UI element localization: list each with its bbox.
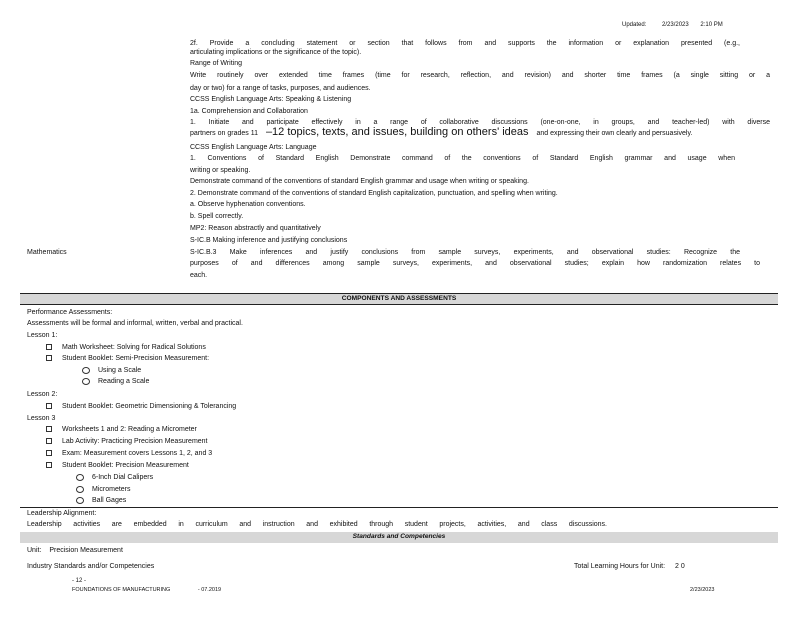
leadership-title: Leadership Alignment: [27, 510, 97, 517]
std-line-19: S-IC.B Making inference and justifying conclusions [190, 237, 348, 244]
item-text: Exam: Measurement covers Lessons 1, 2, and 3 [62, 450, 213, 457]
item-text: Math Worksheet: Solving for Radical Solutions [62, 344, 206, 351]
lesson-3-sub-2 [76, 485, 131, 494]
std-line-15: 2. Demonstrate command of the conventions of standard English capitalization, punctuation, and spelling when writing. [190, 190, 558, 197]
std-line-21: purposes of and differences among sample surveys, experiments, and observational studies; explain how randomization relates to [190, 260, 760, 267]
std-line-8b: –12 topics, texts, and issues, building on others' ideas [265, 126, 529, 138]
subject-label: Mathematics [27, 249, 67, 256]
updated-label: Updated: [622, 22, 647, 28]
square-bullet-icon [46, 344, 52, 350]
std-line-0: 2f. Provide a concluding statement or section that follows from and supports the information or explanation presented (e.g., [190, 40, 740, 47]
std-line-18: MP2: Reason abstractly and quantitatively [190, 225, 321, 232]
square-bullet-icon [46, 450, 52, 456]
circle-bullet-icon [82, 378, 90, 385]
lesson-3-item-1 [46, 425, 197, 434]
std-line-13: writing or speaking. [190, 167, 251, 174]
std-line-14: Demonstrate command of the conventions of standard English grammar and usage when writing or speaking. [190, 178, 529, 185]
sub-text: 6-Inch Dial Calipers [92, 474, 154, 481]
total-hours-label: Total Learning Hours for Unit: [574, 563, 666, 570]
lesson-3-item-3 [46, 449, 212, 458]
footer-date: 2/23/2023 [690, 587, 715, 593]
unit-label: Unit: [27, 547, 42, 554]
std-line-11: CCSS English Language Arts: Language [190, 144, 317, 151]
square-bullet-icon [46, 403, 52, 409]
square-bullet-icon [46, 462, 52, 468]
lesson-2-label: Lesson 2: [27, 391, 58, 398]
performance-intro: Assessments will be formal and informal, written, verbal and practical. [27, 320, 243, 327]
std-line-7: 1. Initiate and participate effectively in a range of collaborative discussions (one-on-one, in groups, and teacher-led) with diverse [190, 119, 770, 126]
item-text: Worksheets 1 and 2: Reading a Micrometer [62, 426, 197, 433]
std-line-12: 1. Conventions of Standard English Demonstrate command of the conventions of Standard English grammar and usage when [190, 155, 735, 162]
lesson-1-item-2 [46, 354, 209, 363]
leadership-text: Leadership activities are embedded in curriculum and instruction and exhibited through student projects, activities, and class discussions. [27, 521, 607, 528]
lesson-3-item-4 [46, 461, 189, 470]
item-text: Student Booklet: Precision Measurement [62, 462, 189, 469]
std-line-4: day or two) for a range of tasks, purposes, and audiences. [190, 85, 371, 92]
total-hours-value: 20 [675, 563, 687, 570]
sub-text: Micrometers [92, 486, 131, 493]
std-line-8c: and expressing their own clearly and persuasively. [536, 130, 693, 137]
std-line-17: b. Spell correctly. [190, 213, 244, 220]
circle-bullet-icon [76, 474, 84, 481]
sub-text: Using a Scale [98, 367, 142, 374]
lesson-1-sub-1 [82, 366, 141, 375]
sub-text: Ball Gages [92, 497, 127, 504]
square-bullet-icon [46, 426, 52, 432]
lesson-2-item-1 [46, 402, 236, 411]
item-text: Student Booklet: Semi-Precision Measurement: [62, 355, 210, 362]
unit-row [27, 546, 123, 555]
unit-value: Precision Measurement [49, 547, 123, 554]
std-line-3: Write routinely over extended time frames (time for research, reflection, and revision) and shorter time frames (a single sitting or a [190, 72, 770, 79]
footer-doc [72, 586, 221, 595]
updated-stamp [622, 21, 723, 30]
leadership-divider [20, 507, 778, 508]
lesson-3-sub-3 [76, 496, 126, 505]
lesson-3-item-2 [46, 437, 208, 446]
lesson-1-sub-2 [82, 377, 149, 386]
std-line-2: Range of Writing [190, 60, 243, 67]
standards-heading-bar [20, 532, 778, 543]
std-line-16: a. Observe hyphenation conventions. [190, 201, 306, 208]
components-heading-bar [20, 294, 778, 304]
item-text: Lab Activity: Practicing Precision Measurement [62, 438, 208, 445]
total-hours [574, 562, 687, 571]
lesson-1-label: Lesson 1: [27, 332, 58, 339]
std-line-8 [190, 128, 692, 138]
item-text: Student Booklet: Geometric Dimensioning & Tolerancing [62, 403, 237, 410]
std-line-6: 1a. Comprehension and Collaboration [190, 108, 308, 115]
lesson-1-item-1 [46, 343, 206, 352]
footer-doc-title: FOUNDATIONS OF MANUFACTURING [72, 587, 171, 593]
square-bullet-icon [46, 355, 52, 361]
std-line-1: articulating implications or the significance of the topic). [190, 49, 362, 56]
sub-text: Reading a Scale [98, 378, 150, 385]
circle-bullet-icon [82, 367, 90, 374]
std-line-5: CCSS English Language Arts: Speaking & Listening [190, 96, 352, 103]
updated-date: 2/23/2023 [662, 22, 689, 28]
std-line-22: each. [190, 272, 208, 279]
components-heading: COMPONENTS AND ASSESSMENTS [341, 295, 457, 302]
footer-page-number: - 12 - [72, 578, 87, 584]
circle-bullet-icon [76, 486, 84, 493]
standards-heading: Standards and Competencies [352, 533, 446, 540]
lesson-3-sub-1 [76, 473, 153, 482]
std-line-20: S-IC.B.3 Make inferences and justify conclusions from sample surveys, experiments, and observational studies: Recognize the [190, 249, 740, 256]
updated-time: 2:10 PM [700, 22, 723, 28]
std-line-8a: partners on grades 11 [190, 130, 258, 137]
divider-bottom [20, 304, 778, 305]
performance-title: Performance Assessments: [27, 309, 113, 316]
footer-version: - 07.2019 [197, 587, 222, 593]
lesson-3-label: Lesson 3 [27, 415, 56, 422]
industry-label: Industry Standards and/or Competencies [27, 563, 155, 570]
circle-bullet-icon [76, 497, 84, 504]
square-bullet-icon [46, 438, 52, 444]
